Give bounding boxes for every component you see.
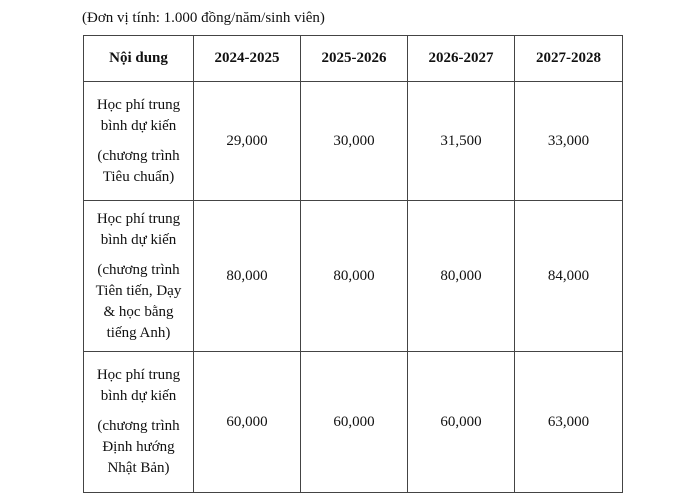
fee-value: 30,000 bbox=[301, 82, 408, 201]
tuition-fee-table bbox=[83, 35, 623, 493]
content-line: Nhật Bản) bbox=[107, 460, 170, 476]
table-header-row bbox=[84, 36, 623, 82]
fee-value: 80,000 bbox=[194, 201, 301, 352]
row-content-japan-oriented bbox=[84, 352, 194, 493]
row-content-standard bbox=[84, 82, 194, 201]
fee-value: 33,000 bbox=[515, 82, 623, 201]
header-year-2027-2028: 2027-2028 bbox=[515, 36, 623, 82]
table-row bbox=[84, 352, 623, 493]
fee-value: 60,000 bbox=[194, 352, 301, 493]
header-year-2026-2027: 2026-2027 bbox=[408, 36, 515, 82]
header-year-2024-2025: 2024-2025 bbox=[194, 36, 301, 82]
fee-value: 84,000 bbox=[515, 201, 623, 352]
content-line: Học phí trung bbox=[96, 96, 181, 113]
fee-value: 31,500 bbox=[408, 82, 515, 201]
content-line: tiếng Anh) bbox=[106, 324, 171, 341]
content-line: & học bằng bbox=[103, 303, 174, 320]
content-line: bình dự kiến bbox=[100, 231, 177, 248]
fee-value: 60,000 bbox=[408, 352, 515, 493]
row-content-advanced bbox=[84, 201, 194, 352]
content-line: (chương trình bbox=[97, 147, 180, 164]
content-line: (chương trình bbox=[97, 261, 180, 278]
content-line: (chương trình bbox=[97, 418, 180, 434]
content-line: Học phí trung bbox=[96, 210, 181, 227]
content-line: Định hướng bbox=[102, 439, 175, 455]
unit-note: (Đơn vị tính: 1.000 đồng/năm/sinh viên) bbox=[82, 10, 325, 26]
fee-value: 60,000 bbox=[301, 352, 408, 493]
header-content: Nội dung bbox=[84, 36, 194, 82]
content-line: Tiên tiến, Dạy bbox=[95, 282, 182, 299]
fee-value: 80,000 bbox=[408, 201, 515, 352]
content-line: bình dự kiến bbox=[100, 117, 177, 134]
fee-value: 63,000 bbox=[515, 352, 623, 493]
content-line: bình dự kiến bbox=[100, 388, 177, 404]
table-row bbox=[84, 82, 623, 201]
content-line: Tiêu chuẩn) bbox=[102, 168, 175, 185]
fee-value: 80,000 bbox=[301, 201, 408, 352]
table-row bbox=[84, 201, 623, 352]
content-line: Học phí trung bbox=[96, 367, 181, 383]
header-year-2025-2026: 2025-2026 bbox=[301, 36, 408, 82]
fee-value: 29,000 bbox=[194, 82, 301, 201]
